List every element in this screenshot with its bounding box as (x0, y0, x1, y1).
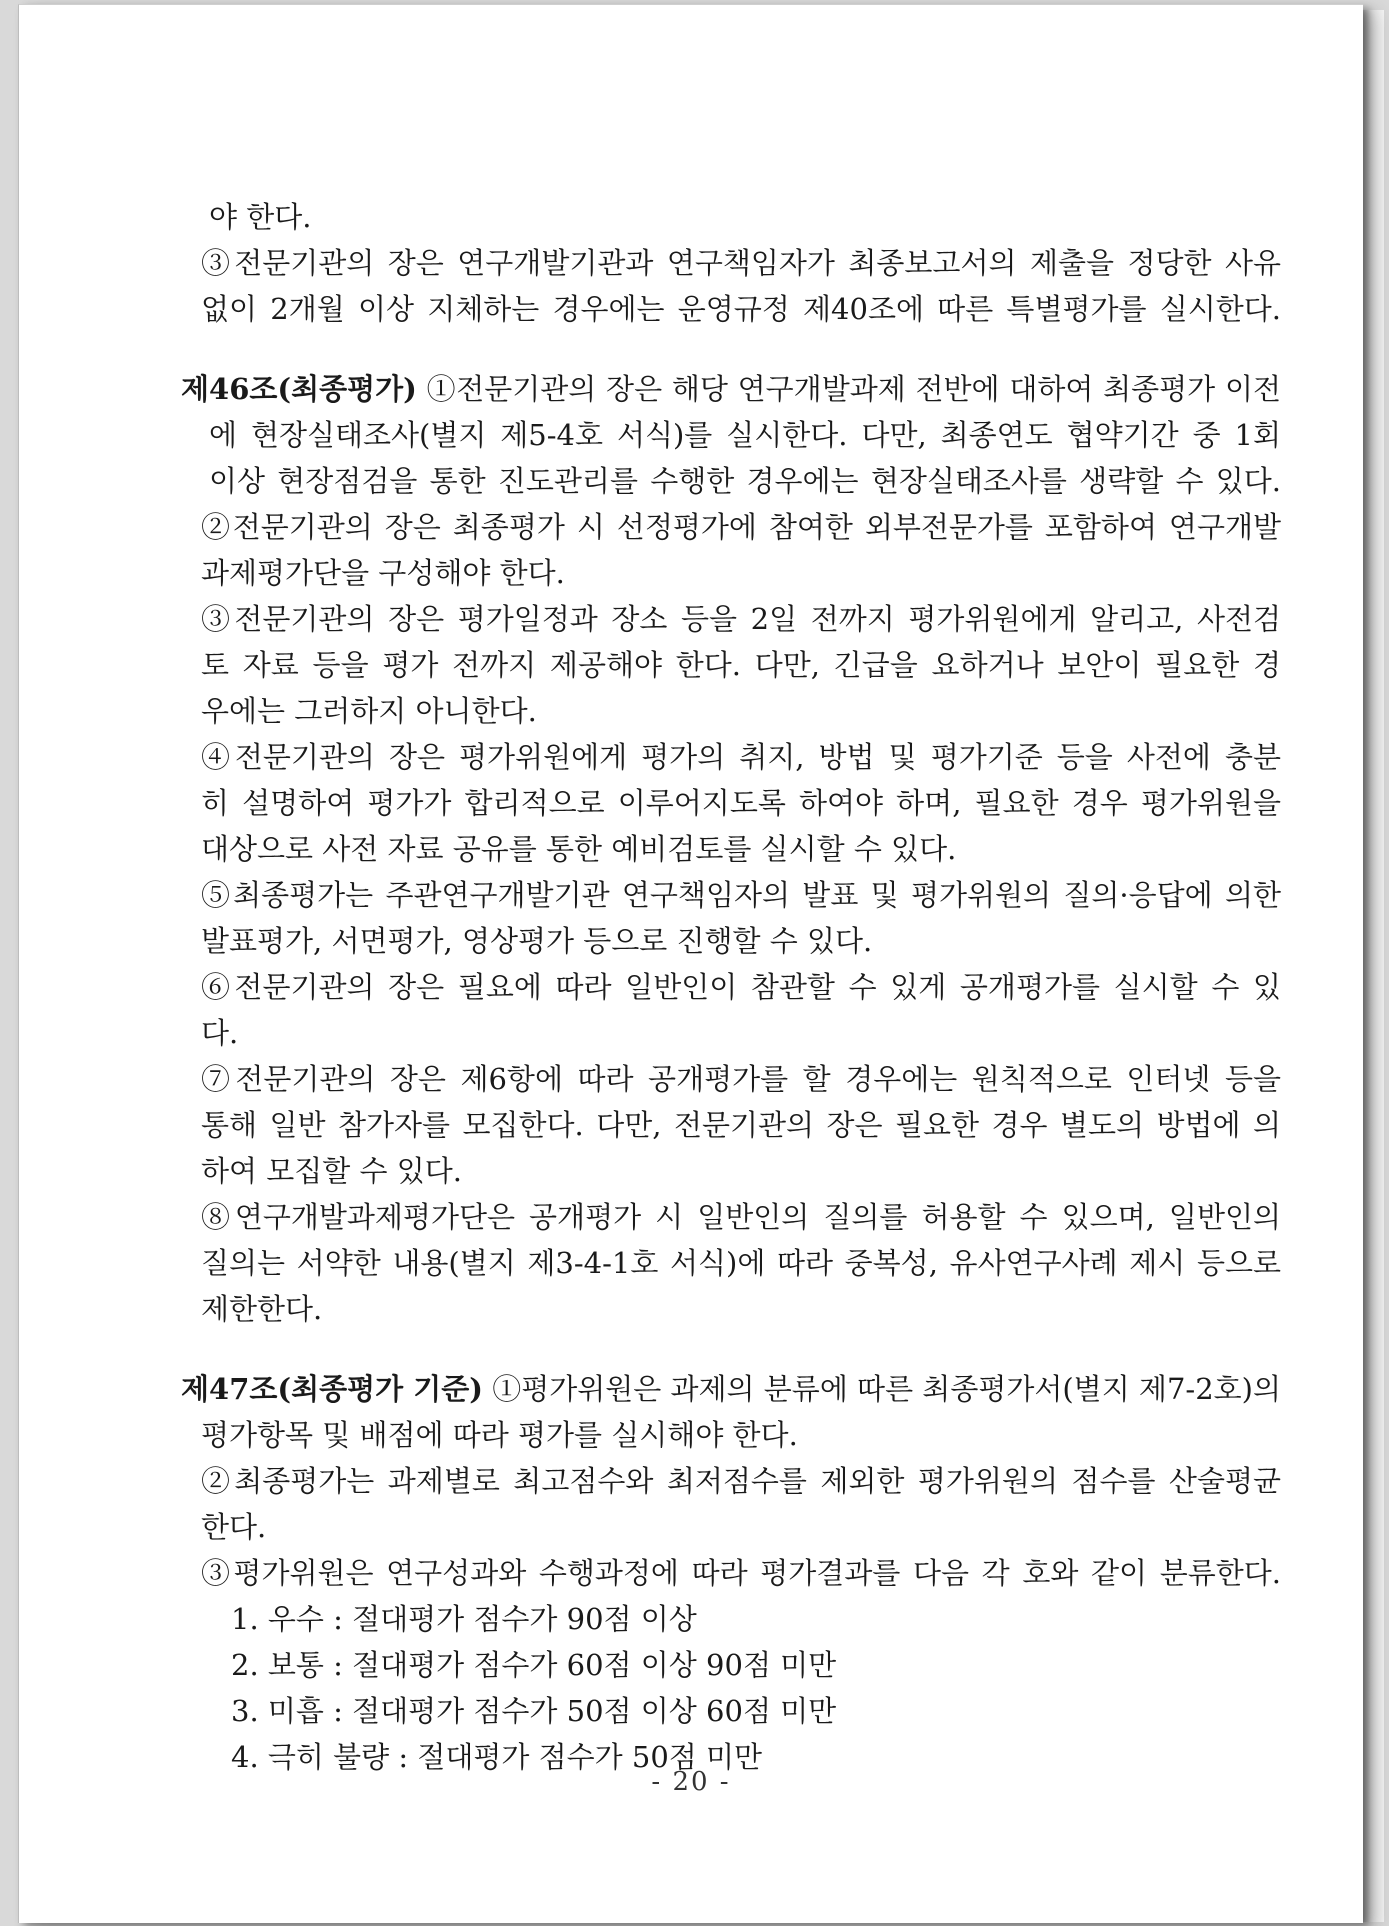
line-text: 제한한다. (201, 1292, 323, 1326)
line-text: 2. 보통 : 절대평가 점수가 60점 이상 90점 미만 (231, 1648, 837, 1682)
line-text: 질의는 서약한 내용(별지 제3-4-1호 서식)에 따라 중복성, 유사연구사례 제시 등으로 (201, 1246, 1281, 1280)
line-text: ③평가위원은 연구성과와 수행과정에 따라 평가결과를 다음 각 호와 같이 분류한다. (201, 1556, 1281, 1590)
line-text: ⑦전문기관의 장은 제6항에 따라 공개평가를 할 경우에는 원칙적으로 인터넷 등을 (201, 1062, 1281, 1096)
page-edge-shadow (1362, 10, 1384, 1922)
text-line (209, 413, 1281, 457)
line-text: ③전문기관의 장은 연구개발기관과 연구책임자가 최종보고서의 제출을 정당한 사유 (201, 246, 1281, 280)
text-line (201, 241, 1281, 285)
line-text: 3. 미흡 : 절대평가 점수가 50점 이상 60점 미만 (231, 1694, 837, 1728)
line-text: ③전문기관의 장은 평가일정과 장소 등을 2일 전까지 평가위원에게 알리고, 사전검 (201, 602, 1281, 636)
text-line (201, 643, 1281, 687)
line-text: 발표평가, 서면평가, 영상평가 등으로 진행할 수 있다. (201, 924, 873, 958)
line-text: ①전문기관의 장은 해당 연구개발과제 전반에 대하여 최종평가 이전 (416, 372, 1281, 406)
line-text: 통해 일반 참가자를 모집한다. 다만, 전문기관의 장은 필요한 경우 별도의 방법에 의 (201, 1108, 1281, 1142)
line-text: 없이 2개월 이상 지체하는 경우에는 운영규정 제40조에 따른 특별평가를 실시한다. (201, 292, 1281, 326)
line-text: 히 설명하여 평가가 합리적으로 이루어지도록 하여야 하며, 필요한 경우 평가위원을 (201, 786, 1281, 820)
line-text: 우에는 그러하지 아니한다. (201, 694, 537, 728)
text-line (201, 287, 1281, 331)
line-text: ④전문기관의 장은 평가위원에게 평가의 취지, 방법 및 평가기준 등을 사전에 충분 (201, 740, 1281, 774)
text-line (201, 505, 1281, 549)
line-text: 4. 극히 불량 : 절대평가 점수가 50점 미만 (231, 1740, 763, 1774)
line-text: 하여 모집할 수 있다. (201, 1154, 462, 1188)
text-line (201, 1149, 1281, 1193)
text-line (201, 1459, 1281, 1503)
line-text: ⑤최종평가는 주관연구개발기관 연구책임자의 발표 및 평가위원의 질의·응답에 의한 (201, 878, 1281, 912)
line-text: 에 현장실태조사(별지 제5-4호 서식)를 실시한다. 다만, 최종연도 협약기간 중 1회 (209, 418, 1281, 452)
article-heading-line (181, 367, 1281, 411)
line-text: 토 자료 등을 평가 전까지 제공해야 한다. 다만, 긴급을 요하거나 보안이 필요한 경 (201, 648, 1281, 682)
line-text: 과제평가단을 구성해야 한다. (201, 556, 565, 590)
line-text: 한다. (201, 1510, 267, 1544)
text-line (201, 551, 1281, 595)
line-text: 평가항목 및 배점에 따라 평가를 실시해야 한다. (201, 1418, 798, 1452)
text-line (209, 195, 1281, 239)
text-line (201, 689, 1281, 733)
line-text: 1. 우수 : 절대평가 점수가 90점 이상 (231, 1602, 697, 1636)
text-line (201, 1413, 1281, 1457)
text-line (201, 965, 1281, 1009)
line-text: 이상 현장점검을 통한 진도관리를 수행한 경우에는 현장실태조사를 생략할 수 있다. (209, 464, 1281, 498)
text-line (201, 873, 1281, 917)
line-text: ①평가위원은 과제의 분류에 따른 최종평가서(별지 제7-2호)의 (483, 1372, 1281, 1406)
text-line (201, 1011, 1281, 1055)
article-heading-line (181, 1367, 1281, 1411)
text-line (201, 1505, 1281, 1549)
text-line (201, 597, 1281, 641)
text-line (209, 459, 1281, 503)
text-line (201, 781, 1281, 825)
line-text: ②최종평가는 과제별로 최고점수와 최저점수를 제외한 평가위원의 점수를 산술평균 (201, 1464, 1281, 1498)
text-line (231, 1597, 1281, 1641)
article-title: 제47조(최종평가 기준) (181, 1372, 484, 1406)
text-line (201, 1241, 1281, 1285)
line-text: 다. (201, 1016, 239, 1050)
text-line (201, 1195, 1281, 1239)
line-text: 야 한다. (209, 200, 312, 234)
line-text: ⑧연구개발과제평가단은 공개평가 시 일반인의 질의를 허용할 수 있으며, 일반인의 (201, 1200, 1281, 1234)
line-text: ②전문기관의 장은 최종평가 시 선정평가에 참여한 외부전문가를 포함하여 연구개발 (201, 510, 1281, 544)
text-line (201, 735, 1281, 779)
line-text: ⑥전문기관의 장은 필요에 따라 일반인이 참관할 수 있게 공개평가를 실시할 수 있 (201, 970, 1281, 1004)
text-line (231, 1643, 1281, 1687)
line-text: 대상으로 사전 자료 공유를 통한 예비검토를 실시할 수 있다. (201, 832, 957, 866)
text-line (201, 1287, 1281, 1331)
text-line (201, 1057, 1281, 1101)
text-line (201, 1103, 1281, 1147)
page-number: - 20 - (651, 1767, 731, 1797)
text-line (231, 1689, 1281, 1733)
text-line (201, 827, 1281, 871)
text-line (201, 1551, 1281, 1595)
text-line (201, 919, 1281, 963)
article-title: 제46조(최종평가) (181, 372, 417, 406)
document-page (18, 4, 1363, 1923)
